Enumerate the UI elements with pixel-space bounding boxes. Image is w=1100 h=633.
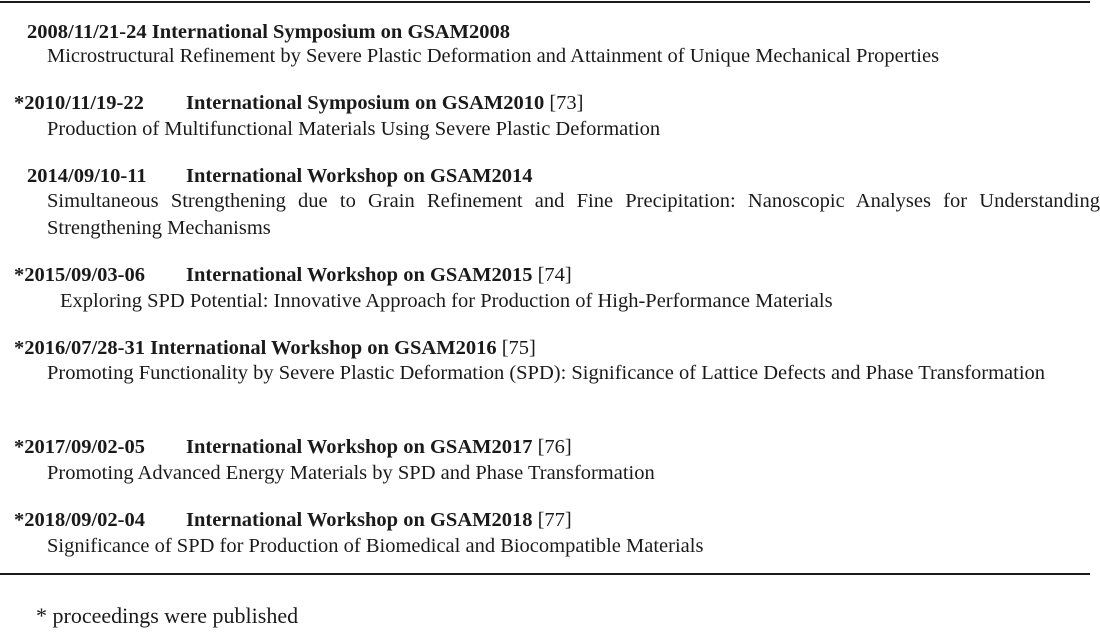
event-name: International Workshop on GSAM2018 — [186, 509, 533, 531]
event-reference: [77] — [537, 509, 572, 531]
event-description: Exploring SPD Potential: Innovative Approach for Production of High-Performance Materials — [60, 290, 833, 312]
event-reference: [76] — [537, 436, 572, 458]
event-heading — [14, 336, 536, 360]
bottom-rule — [0, 573, 1090, 575]
event-reference: [74] — [537, 264, 572, 286]
event-heading — [14, 91, 584, 115]
event-description: Significance of SPD for Production of Biomedical and Biocompatible Materials — [47, 535, 704, 557]
event-date: *2017/09/02-05 — [14, 436, 145, 458]
event-name: International Symposium on GSAM2010 — [186, 92, 545, 114]
event-name: International Workshop on GSAM2016 — [150, 337, 497, 359]
event-description: Simultaneous Strengthening due to Grain Refinement and Fine Precipitation: Nanoscopic Analyses for Understanding Strengthening Mechanisms — [47, 190, 1100, 239]
top-rule — [0, 1, 1090, 3]
event-description: Microstructural Refinement by Severe Plastic Deformation and Attainment of Unique Mechanical Properties — [47, 45, 940, 67]
event-name: International Workshop on GSAM2017 — [186, 436, 533, 458]
event-date: *2018/09/02-04 — [14, 509, 145, 531]
event-date: *2010/11/19-22 — [14, 92, 144, 114]
event-name: International Workshop on GSAM2014 — [186, 165, 533, 187]
event-description: Production of Multifunctional Materials Using Severe Plastic Deformation — [47, 118, 661, 140]
event-description: Promoting Functionality by Severe Plastic Deformation (SPD): Significance of Lattice Defects and Phase Transformation — [47, 362, 1046, 384]
event-date: 2014/09/10-11 — [27, 165, 147, 187]
event-name: International Workshop on GSAM2015 — [186, 264, 533, 286]
footnote: * proceedings were published — [36, 603, 299, 628]
event-heading — [14, 263, 572, 287]
event-heading — [27, 20, 510, 44]
event-heading — [14, 435, 572, 459]
event-name: International Symposium on GSAM2008 — [151, 21, 510, 43]
event-date: *2016/07/28-31 — [14, 337, 145, 359]
event-reference: [75] — [501, 337, 536, 359]
event-heading — [14, 508, 572, 532]
event-date: 2008/11/21-24 — [27, 21, 147, 43]
event-heading — [27, 164, 532, 188]
event-reference: [73] — [549, 92, 584, 114]
event-date: *2015/09/03-06 — [14, 264, 145, 286]
event-description: Promoting Advanced Energy Materials by SPD and Phase Transformation — [47, 462, 655, 484]
